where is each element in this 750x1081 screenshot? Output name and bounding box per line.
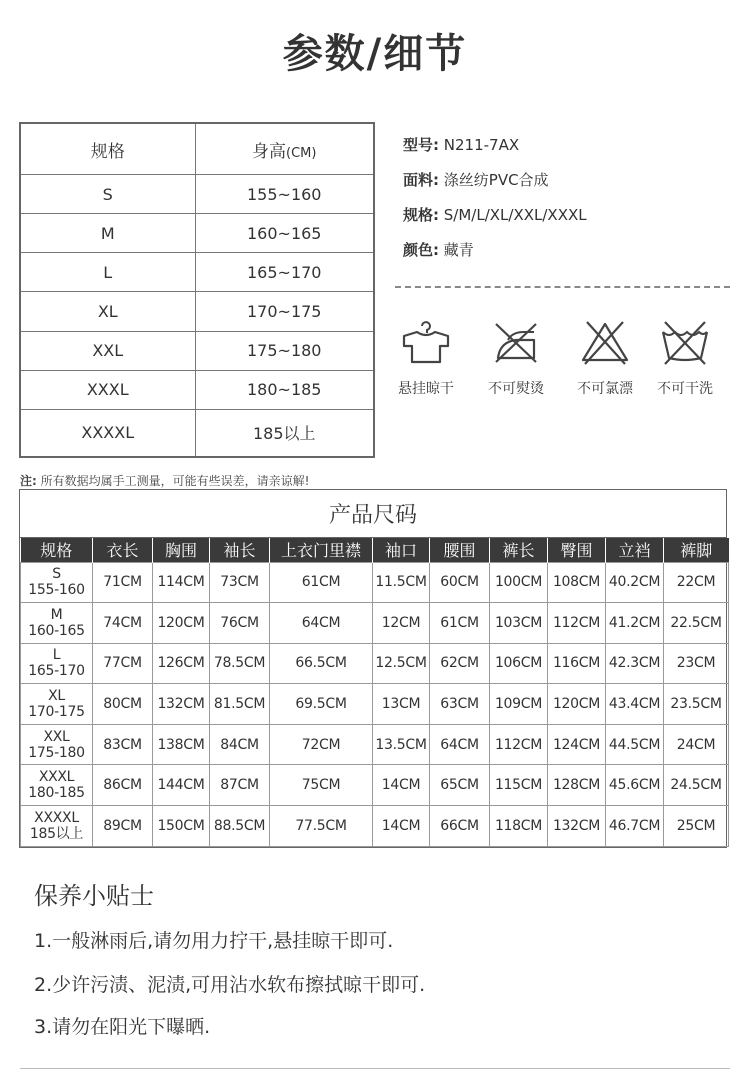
spec-color-value: 藏青 — [443, 241, 474, 259]
bottom-divider — [20, 1068, 730, 1069]
measurement-cell: 76CM — [210, 603, 270, 644]
measurement-cell: 72CM — [270, 724, 373, 765]
size-code: M — [50, 606, 63, 623]
measurement-cell: 69.5CM — [270, 684, 373, 725]
size-row — [20, 370, 374, 409]
spec-info — [403, 134, 587, 274]
measurement-cell: 14CM — [373, 806, 430, 847]
size-cell: L — [20, 253, 195, 292]
table-row — [21, 765, 729, 806]
product-table-body — [21, 562, 729, 846]
height-header-unit: (CM) — [286, 145, 317, 161]
size-code: S — [52, 566, 61, 583]
measurement-cell: 144CM — [153, 765, 210, 806]
size-label-cell — [21, 643, 93, 684]
table-row — [21, 684, 729, 725]
spec-model — [403, 134, 587, 169]
size-range: 165-170 — [28, 663, 85, 680]
spec-size — [403, 204, 587, 239]
size-label-cell — [21, 806, 93, 847]
measurement-cell: 44.5CM — [606, 724, 664, 765]
table-row — [21, 643, 729, 684]
spec-fabric — [403, 169, 587, 204]
size-row — [20, 175, 374, 214]
size-label-cell — [21, 603, 93, 644]
measurement-cell: 23.5CM — [664, 684, 729, 725]
measurement-cell: 63CM — [430, 684, 490, 725]
measurement-cell: 64CM — [430, 724, 490, 765]
measurement-cell: 126CM — [153, 643, 210, 684]
measurement-cell: 13.5CM — [373, 724, 430, 765]
size-row — [20, 292, 374, 331]
size-label-cell — [21, 684, 93, 725]
spec-model-label: 型号: — [403, 136, 439, 154]
spec-size-value: S/M/L/XL/XXL/XXXL — [443, 206, 587, 224]
measurement-cell: 64CM — [270, 603, 373, 644]
table-row — [21, 603, 729, 644]
measurement-cell: 24CM — [664, 724, 729, 765]
size-cell: XXXXL — [20, 409, 195, 457]
no-dry-clean-icon — [659, 318, 711, 366]
height-cell: 155~160 — [195, 175, 374, 214]
measurement-cell: 132CM — [548, 806, 606, 847]
size-cell: S — [20, 175, 195, 214]
header-cell: 裤脚 — [664, 538, 729, 562]
measurement-cell: 42.3CM — [606, 643, 664, 684]
header-cell: 臀围 — [548, 538, 606, 562]
size-range: 170-175 — [28, 704, 85, 721]
care-hang-dry — [386, 318, 466, 398]
measurement-cell: 71CM — [93, 562, 153, 603]
care-label: 不可干洗 — [657, 381, 713, 397]
table-row — [21, 724, 729, 765]
hang-dry-icon — [400, 318, 452, 366]
care-tips-title: 保养小贴士 — [34, 882, 154, 910]
measurement-cell: 106CM — [490, 643, 548, 684]
size-label-cell — [21, 562, 93, 603]
measurement-cell: 89CM — [93, 806, 153, 847]
care-no-iron — [476, 318, 556, 398]
measurement-cell: 114CM — [153, 562, 210, 603]
care-label: 悬挂晾干 — [398, 381, 454, 397]
size-range: 155-160 — [28, 582, 85, 599]
size-cell: XXXL — [20, 370, 195, 409]
measurement-cell: 87CM — [210, 765, 270, 806]
header-cell: 上衣门里襟 — [270, 538, 373, 562]
no-bleach-icon — [579, 318, 631, 366]
spec-color-label: 颜色: — [403, 241, 439, 259]
header-cell: 袖口 — [373, 538, 430, 562]
measurement-cell: 84CM — [210, 724, 270, 765]
size-height-table — [19, 122, 375, 458]
measurement-cell: 61CM — [270, 562, 373, 603]
header-cell: 裤长 — [490, 538, 548, 562]
size-range: 185以上 — [29, 825, 84, 842]
size-label-cell — [21, 724, 93, 765]
measurement-cell: 74CM — [93, 603, 153, 644]
measurement-cell: 100CM — [490, 562, 548, 603]
measurement-cell: 88.5CM — [210, 806, 270, 847]
measurement-cell: 66CM — [430, 806, 490, 847]
height-cell: 160~165 — [195, 214, 374, 253]
size-range: 175-180 — [28, 744, 85, 761]
spec-color — [403, 239, 587, 274]
measurement-cell: 80CM — [93, 684, 153, 725]
size-cell: XL — [20, 292, 195, 331]
measurement-cell: 81.5CM — [210, 684, 270, 725]
measurement-cell: 14CM — [373, 765, 430, 806]
measurement-cell: 22CM — [664, 562, 729, 603]
care-tip: 2.少许污渍、泥渍,可用沾水软布擦拭晾干即可. — [34, 974, 426, 996]
height-cell: 185以上 — [195, 409, 374, 457]
header-cell: 胸围 — [153, 538, 210, 562]
height-column-header — [195, 123, 374, 175]
care-tip: 1.一般淋雨后,请勿用力拧干,悬挂晾干即可. — [34, 930, 394, 952]
measurement-cell: 78.5CM — [210, 643, 270, 684]
header-cell: 规格 — [21, 538, 93, 562]
measurement-cell: 45.6CM — [606, 765, 664, 806]
measurement-cell: 77CM — [93, 643, 153, 684]
measurement-cell: 22.5CM — [664, 603, 729, 644]
measurement-cell: 112CM — [548, 603, 606, 644]
measurement-cell: 46.7CM — [606, 806, 664, 847]
care-no-dry-clean — [645, 318, 725, 398]
measurement-cell: 65CM — [430, 765, 490, 806]
size-row — [20, 331, 374, 370]
dashed-divider — [395, 286, 730, 288]
measurement-cell: 12CM — [373, 603, 430, 644]
height-cell: 165~170 — [195, 253, 374, 292]
header-cell: 立裆 — [606, 538, 664, 562]
measurement-cell: 23CM — [664, 643, 729, 684]
care-label: 不可熨烫 — [488, 381, 544, 397]
table-row — [21, 562, 729, 603]
measurement-cell: 25CM — [664, 806, 729, 847]
size-row — [20, 253, 374, 292]
size-code: XXXXL — [34, 809, 79, 826]
measurement-cell: 103CM — [490, 603, 548, 644]
page-title: 参数/细节 — [282, 31, 468, 77]
measurement-cell: 41.2CM — [606, 603, 664, 644]
care-label: 不可氯漂 — [577, 381, 633, 397]
no-iron-icon — [490, 318, 542, 366]
height-cell: 170~175 — [195, 292, 374, 331]
size-label-cell — [21, 765, 93, 806]
product-size-table-box — [19, 489, 727, 848]
spec-fabric-value: 涤丝纺PVC合成 — [443, 171, 549, 189]
measurement-cell: 24.5CM — [664, 765, 729, 806]
measurement-cell: 12.5CM — [373, 643, 430, 684]
measurement-note — [20, 472, 309, 489]
header-cell: 腰围 — [430, 538, 490, 562]
spec-size-label: 规格: — [403, 206, 439, 224]
measurement-cell: 43.4CM — [606, 684, 664, 725]
size-row — [20, 214, 374, 253]
product-size-title: 产品尺码 — [20, 490, 726, 538]
measurement-cell: 132CM — [153, 684, 210, 725]
size-cell: XXL — [20, 331, 195, 370]
size-code: L — [52, 647, 61, 664]
measurement-cell: 13CM — [373, 684, 430, 725]
size-code: XL — [48, 688, 65, 705]
product-table-header — [21, 538, 729, 562]
height-cell: 175~180 — [195, 331, 374, 370]
product-size-table — [20, 538, 729, 847]
size-range: 160-165 — [28, 622, 85, 639]
measurement-cell: 66.5CM — [270, 643, 373, 684]
size-cell: M — [20, 214, 195, 253]
measurement-cell: 86CM — [93, 765, 153, 806]
header-cell: 衣长 — [93, 538, 153, 562]
header-cell: 袖长 — [210, 538, 270, 562]
measurement-cell: 75CM — [270, 765, 373, 806]
care-no-bleach — [565, 318, 645, 398]
measurement-cell: 62CM — [430, 643, 490, 684]
measurement-cell: 118CM — [490, 806, 548, 847]
measurement-cell: 120CM — [153, 603, 210, 644]
measurement-cell: 150CM — [153, 806, 210, 847]
note-text: 所有数据均属手工测量，可能有些误差，请亲谅解! — [40, 474, 310, 488]
measurement-cell: 11.5CM — [373, 562, 430, 603]
spec-model-value: N211-7AX — [443, 136, 520, 154]
table-row — [21, 806, 729, 847]
care-tip: 3.请勿在阳光下曝晒. — [34, 1016, 211, 1038]
size-row — [20, 409, 374, 457]
measurement-cell: 61CM — [430, 603, 490, 644]
size-code: XXL — [43, 728, 70, 745]
spec-fabric-label: 面料: — [403, 171, 439, 189]
height-header-text: 身高 — [252, 141, 287, 162]
measurement-cell: 112CM — [490, 724, 548, 765]
size-table-header — [20, 123, 374, 175]
measurement-cell: 120CM — [548, 684, 606, 725]
note-prefix: 注: — [20, 474, 37, 488]
size-range: 180-185 — [28, 785, 85, 802]
measurement-cell: 109CM — [490, 684, 548, 725]
measurement-cell: 83CM — [93, 724, 153, 765]
measurement-cell: 77.5CM — [270, 806, 373, 847]
measurement-cell: 115CM — [490, 765, 548, 806]
measurement-cell: 108CM — [548, 562, 606, 603]
measurement-cell: 60CM — [430, 562, 490, 603]
size-code: XXXL — [38, 769, 75, 786]
size-column-header: 规格 — [20, 123, 195, 175]
measurement-cell: 128CM — [548, 765, 606, 806]
measurement-cell: 138CM — [153, 724, 210, 765]
measurement-cell: 73CM — [210, 562, 270, 603]
height-cell: 180~185 — [195, 370, 374, 409]
measurement-cell: 40.2CM — [606, 562, 664, 603]
measurement-cell: 116CM — [548, 643, 606, 684]
measurement-cell: 124CM — [548, 724, 606, 765]
